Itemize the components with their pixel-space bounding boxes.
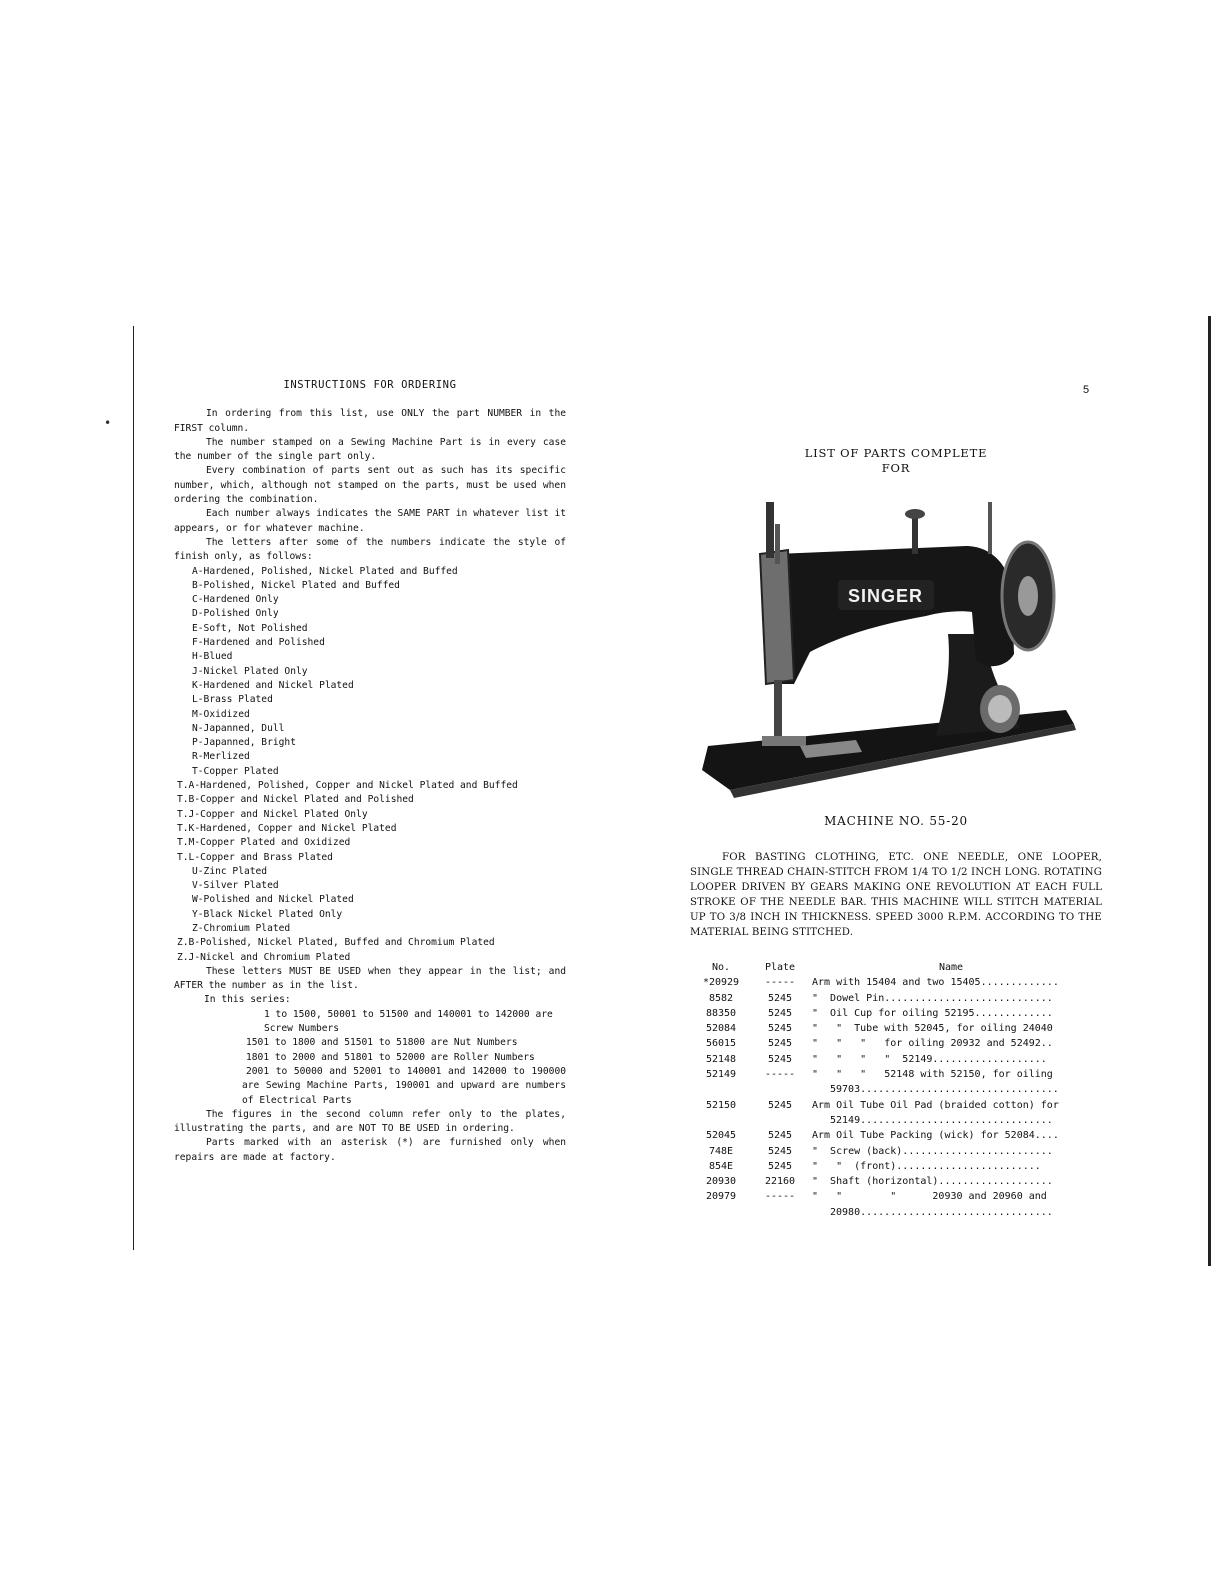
finish-item: E-Soft, Not Polished xyxy=(192,622,308,634)
cell-plate: 5245 xyxy=(767,1023,793,1035)
cell-plate: 5245 xyxy=(767,1038,793,1050)
finish-item: M-Oxidized xyxy=(192,708,250,720)
table-row xyxy=(690,1098,1094,1113)
cell-no: 748E xyxy=(708,1145,734,1157)
cell-name: " " (front)........................ xyxy=(812,1160,1041,1172)
asterisk-note: Parts marked with an asterisk (*) are furnished only when repairs are made at factory. xyxy=(174,1137,566,1163)
cell-plate: 5245 xyxy=(767,1053,793,1065)
table-row xyxy=(690,1036,1094,1051)
cell-name: " Dowel Pin............................ xyxy=(812,992,1053,1004)
series-item: 1501 to 1800 and 51501 to 51800 are Nut Numbers xyxy=(246,1037,518,1049)
finish-item: D-Polished Only xyxy=(192,608,279,620)
column-header-no: No. xyxy=(711,962,731,973)
cell-plate: 5245 xyxy=(767,1160,793,1172)
cell-name: 59703................................. xyxy=(830,1084,1059,1096)
cell-plate: 5245 xyxy=(767,1145,793,1157)
figures-note: The figures in the second column refer only to the plates, illustrating the parts, and are NOT TO BE USED in ordering. xyxy=(174,1108,566,1135)
finish-item: H-Blued xyxy=(192,651,233,663)
cell-plate: 5245 xyxy=(767,992,793,1004)
series-title: In this series: xyxy=(204,994,291,1006)
finish-item: Y-Black Nickel Plated Only xyxy=(192,908,343,920)
cell-no: 52148 xyxy=(705,1053,737,1065)
cell-name: " " Tube with 52045, for oiling 24040 xyxy=(812,1023,1053,1035)
cell-no xyxy=(690,1205,752,1220)
machine-description: FOR BASTING CLOTHING, ETC. ONE NEEDLE, ONE LOOPER, SINGLE THREAD CHAIN-STITCH FROM 1/4 TO 1/2 INCH LONG. ROTATING LOOPER DRIVEN BY GEARS MAKING ONE REVOLUTION AT EACH FULL STROKE OF THE NEEDLE BAR. THIS MACHINE WILL STITCH MATERIAL UP TO 3/8 INCH IN THICKNESS. SPEED 3000 R.P.M. ACCORDING TO THE MATERIAL BEING STITCHED. xyxy=(690,852,1102,938)
cell-no: *20929 xyxy=(702,977,740,989)
cell-name: " Shaft (horizontal)................... xyxy=(812,1176,1053,1188)
cell-no: 20930 xyxy=(705,1176,737,1188)
finish-item: T-Copper Plated xyxy=(192,765,279,777)
cell-plate: 5245 xyxy=(767,1007,793,1019)
finish-item: P-Japanned, Bright xyxy=(192,737,296,749)
cell-no: 20979 xyxy=(705,1191,737,1203)
cell-plate xyxy=(752,1205,808,1220)
cell-plate: 5245 xyxy=(767,1130,793,1142)
cell-no: 52045 xyxy=(705,1130,737,1142)
machine-bed xyxy=(702,710,1074,790)
finish-item: C-Hardened Only xyxy=(192,594,279,606)
cell-name: Arm Oil Tube Packing (wick) for 52084.... xyxy=(812,1130,1059,1142)
cell-plate xyxy=(752,1082,808,1097)
finish-item: U-Zinc Plated xyxy=(192,865,268,877)
table-row xyxy=(690,1006,1094,1021)
list-title: LIST OF PARTS COMPLETE xyxy=(804,446,988,460)
finish-item: Z-Chromium Plated xyxy=(192,922,291,934)
column-header-name: Name xyxy=(938,962,964,973)
instructions-heading: INSTRUCTIONS FOR ORDERING xyxy=(283,379,457,391)
table-row xyxy=(690,1159,1094,1174)
cell-name: " Oil Cup for oiling 52195............. xyxy=(812,1007,1053,1019)
cell-plate: ----- xyxy=(764,1191,796,1203)
sewing-machine-illustration xyxy=(690,484,1082,802)
paragraph: In ordering from this list, use ONLY the part NUMBER in the FIRST column. xyxy=(174,408,566,434)
number-series xyxy=(242,1008,566,1108)
table-row xyxy=(690,1067,1094,1082)
finish-item: F-Hardened and Polished xyxy=(192,637,325,649)
cell-no: 854E xyxy=(708,1160,734,1172)
finish-item: Z.J-Nickel and Chromium Plated xyxy=(177,951,351,963)
series-item: 1801 to 2000 and 51801 to 52000 are Roller Numbers xyxy=(246,1051,535,1063)
parts-table-body xyxy=(690,975,1094,1220)
finish-item: T.M-Copper Plated and Oxidized xyxy=(177,837,351,849)
cell-no: 52149 xyxy=(705,1069,737,1081)
cell-plate: 22160 xyxy=(764,1176,796,1188)
table-row xyxy=(690,1128,1094,1143)
brand-decal: SINGER xyxy=(848,586,924,606)
table-row xyxy=(690,1113,1094,1128)
list-title-for: FOR xyxy=(881,461,911,475)
table-row xyxy=(690,1144,1094,1159)
cell-name: " " " 20930 and 20960 and xyxy=(812,1191,1047,1203)
series-item: 2001 to 50000 and 52001 to 140001 and 142000 to 190000 are Sewing Machine Parts, 190001 and upward are numbers of Electrical Parts xyxy=(242,1065,566,1106)
finish-item: L-Brass Plated xyxy=(192,694,273,706)
cell-name: Arm Oil Tube Oil Pad (braided cotton) for xyxy=(812,1099,1059,1111)
right-page-edge-line xyxy=(1208,316,1211,1266)
cell-no: 52150 xyxy=(705,1099,737,1111)
cell-plate: ----- xyxy=(764,977,796,989)
table-row xyxy=(690,1189,1094,1204)
cell-plate xyxy=(752,1113,808,1128)
paragraph: The number stamped on a Sewing Machine Part is in every case the number of the single part only. xyxy=(174,436,566,463)
finish-item: T.A-Hardened, Polished, Copper and Nickel Plated and Buffed xyxy=(177,780,518,792)
margin-mark: • xyxy=(104,416,112,430)
instructions-page xyxy=(174,378,566,1165)
cell-no: 8582 xyxy=(708,992,734,1004)
must-use-note: These letters MUST BE USED when they appear in the list; and AFTER the number as in the list. xyxy=(174,965,566,992)
cell-plate: 5245 xyxy=(767,1099,793,1111)
table-row xyxy=(690,1174,1094,1189)
machine-number: MACHINE NO. 55-20 xyxy=(824,814,968,828)
cell-no: 52084 xyxy=(705,1023,737,1035)
finish-item: N-Japanned, Dull xyxy=(192,722,285,734)
finish-item: T.K-Hardened, Copper and Nickel Plated xyxy=(177,822,397,834)
finish-item: Z.B-Polished, Nickel Plated, Buffed and Chromium Plated xyxy=(177,937,495,949)
table-row xyxy=(690,1021,1094,1036)
finish-item: W-Polished and Nickel Plated xyxy=(192,894,354,906)
finish-item: B-Polished, Nickel Plated and Buffed xyxy=(192,579,400,591)
finish-item: V-Silver Plated xyxy=(192,880,279,892)
finish-item: R-Merlized xyxy=(192,751,250,763)
cell-plate: ----- xyxy=(764,1069,796,1081)
finish-item: T.L-Copper and Brass Plated xyxy=(177,851,333,863)
finish-item: T.J-Copper and Nickel Plated Only xyxy=(177,808,368,820)
page-number: 5 xyxy=(1083,384,1090,396)
face-plate xyxy=(760,550,794,684)
table-row xyxy=(690,975,1094,990)
table-row xyxy=(690,1205,1094,1220)
cell-no xyxy=(690,1082,752,1097)
column-header-plate: Plate xyxy=(764,962,796,973)
cell-name: 52149................................ xyxy=(830,1114,1053,1126)
left-page-edge-line xyxy=(133,326,134,1250)
table-row xyxy=(690,1052,1094,1067)
cell-name: " " " for oiling 20932 and 52492.. xyxy=(812,1038,1053,1050)
table-row xyxy=(690,1082,1094,1097)
finish-item: A-Hardened, Polished, Nickel Plated and Buffed xyxy=(192,565,458,577)
cell-name: " " " " 52149................... xyxy=(812,1053,1047,1065)
parts-table-header xyxy=(690,960,1094,975)
cell-no: 56015 xyxy=(705,1038,737,1050)
finish-item: K-Hardened and Nickel Plated xyxy=(192,679,354,691)
cell-no: 88350 xyxy=(705,1007,737,1019)
parts-list-page xyxy=(690,446,1102,1220)
series-item: 1 to 1500, 50001 to 51500 and 140001 to 142000 are Screw Numbers xyxy=(264,1008,553,1035)
cell-no xyxy=(690,1113,752,1128)
parts-table xyxy=(690,960,1094,1220)
finish-list xyxy=(174,565,566,965)
cell-name: 20980................................ xyxy=(830,1206,1053,1218)
finish-item: J-Nickel Plated Only xyxy=(192,665,308,677)
paragraph: Each number always indicates the SAME PART in whatever list it appears, or for whatever machine. xyxy=(174,508,566,534)
finish-item: T.B-Copper and Nickel Plated and Polished xyxy=(177,794,414,806)
paragraph: Every combination of parts sent out as such has its specific number, which, although not stamped on the parts, must be used when ordering the combination. xyxy=(174,465,566,506)
table-row xyxy=(690,991,1094,1006)
cell-name: " " " 52148 with 52150, for oiling xyxy=(812,1069,1053,1081)
cell-name: " Screw (back)......................... xyxy=(812,1145,1053,1157)
paragraph: The letters after some of the numbers indicate the style of finish only, as follows: xyxy=(174,536,566,563)
cell-name: Arm with 15404 and two 15405............. xyxy=(812,977,1059,989)
